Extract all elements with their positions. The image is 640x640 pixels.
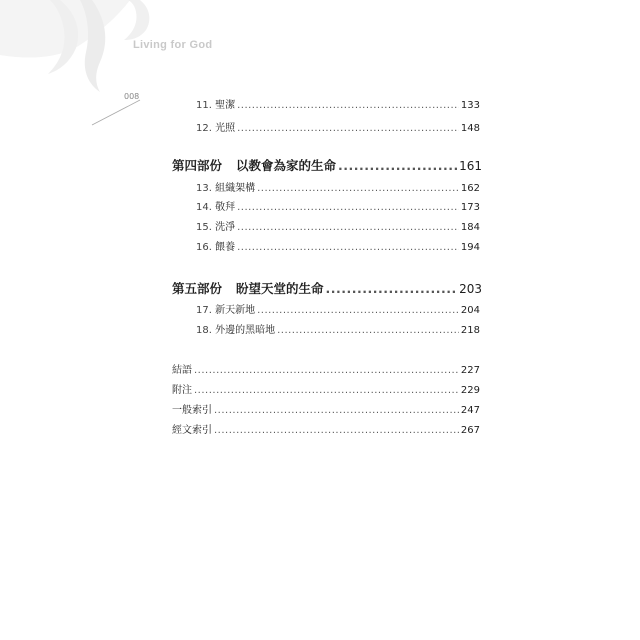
toc-entry-page: 184 xyxy=(460,222,480,233)
toc-entry-page: 204 xyxy=(460,305,480,316)
dot-leader xyxy=(237,123,459,134)
toc-entry-conclusion[interactable] xyxy=(172,361,480,376)
toc-entry-page: 267 xyxy=(460,425,480,436)
toc-entry-label: 14. 敬拜 xyxy=(196,202,236,213)
dot-leader xyxy=(194,385,459,396)
dot-leader xyxy=(237,222,459,233)
toc-entry-chapter-18[interactable] xyxy=(196,321,480,336)
header-divider-line xyxy=(92,100,140,125)
toc-entry-label: 16. 餵養 xyxy=(196,242,236,253)
toc-entry-chapter-15[interactable] xyxy=(196,218,480,233)
toc-entry-page: 218 xyxy=(460,325,480,336)
toc-entry-chapter-12[interactable] xyxy=(196,119,480,134)
toc-entry-label: 13. 組織架構 xyxy=(196,183,256,194)
toc-entry-chapter-17[interactable] xyxy=(196,301,480,316)
toc-entry-page: 203 xyxy=(459,282,482,296)
corner-swirl-decoration xyxy=(0,0,200,130)
toc-entry-notes[interactable] xyxy=(172,381,480,396)
toc-entry-page: 229 xyxy=(460,385,480,396)
dot-leader xyxy=(257,183,459,194)
running-title: Living for God xyxy=(133,39,213,51)
toc-entry-scripture-index[interactable] xyxy=(172,421,480,436)
toc-entry-label: 18. 外邊的黑暗地 xyxy=(196,325,276,336)
dot-leader xyxy=(277,325,459,336)
toc-entry-page: 247 xyxy=(460,405,480,416)
toc-entry-label: 經文索引 xyxy=(172,425,212,436)
dot-leader xyxy=(214,425,459,436)
toc-entry-part-5[interactable] xyxy=(172,279,482,297)
toc-part-label: 第五部份 盼望天堂的生命 xyxy=(172,281,324,296)
toc-entry-page: 161 xyxy=(459,159,482,173)
dot-leader xyxy=(326,281,458,296)
toc-entry-chapter-13[interactable] xyxy=(196,179,480,194)
toc-entry-general-index[interactable] xyxy=(172,401,480,416)
toc-entry-page: 162 xyxy=(460,183,480,194)
page-number: 008 xyxy=(124,92,140,101)
toc-entry-label: 結語 xyxy=(172,365,192,376)
toc-entry-chapter-11[interactable] xyxy=(196,96,480,111)
toc-entry-label: 12. 光照 xyxy=(196,123,236,134)
toc-entry-part-4[interactable] xyxy=(172,156,482,174)
dot-leader xyxy=(214,405,459,416)
dot-leader xyxy=(237,242,459,253)
toc-entry-page: 133 xyxy=(460,100,480,111)
toc-entry-chapter-14[interactable] xyxy=(196,198,480,213)
toc-part-label: 第四部份 以教會為家的生命 xyxy=(172,158,337,173)
toc-entry-label: 附注 xyxy=(172,385,192,396)
toc-entry-chapter-16[interactable] xyxy=(196,238,480,253)
toc-entry-label: 17. 新天新地 xyxy=(196,305,256,316)
toc-entry-label: 15. 洗淨 xyxy=(196,222,236,233)
dot-leader xyxy=(338,158,457,173)
toc-entry-page: 194 xyxy=(460,242,480,253)
dot-leader xyxy=(237,100,459,111)
toc-entry-page: 227 xyxy=(460,365,480,376)
dot-leader xyxy=(194,365,459,376)
dot-leader xyxy=(237,202,459,213)
toc-entry-page: 173 xyxy=(460,202,480,213)
toc-entry-label: 11. 聖潔 xyxy=(196,100,236,111)
toc-entry-page: 148 xyxy=(460,123,480,134)
toc-entry-label: 一般索引 xyxy=(172,405,212,416)
dot-leader xyxy=(257,305,459,316)
